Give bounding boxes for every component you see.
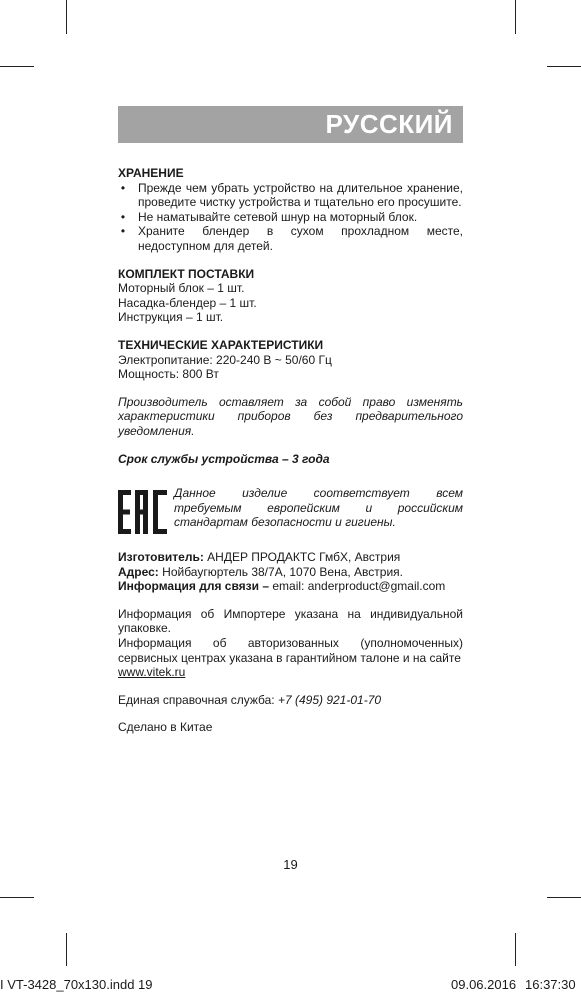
service-life: Срок службы устройства – 3 года [118,451,330,466]
spec-power-supply: Электропитание: 220-240 В ~ 50/60 Гц [118,352,332,367]
website-link[interactable]: www.vitek.ru [118,665,186,680]
storage-list [118,181,463,254]
list-item: • Не наматывайте сетевой шнур на моторный блок. [120,209,418,224]
slug-date: 09.06.2016 [451,977,517,992]
list-item: • Прежде чем убрать устройство на длительное хранение, проведите чистку устройства и тщательно его просушите. [120,180,463,210]
slug-time: 16:37:30 [525,977,576,992]
page-content [118,166,463,735]
crop-mark-bottom-right [515,933,516,966]
helpline-phone: +7 (495) 921-01-70 [277,692,382,707]
specs-heading: ТЕХНИЧЕСКИЕ ХАРАКТЕРИСТИКИ [118,337,324,352]
spec-power: Мощность: 800 Вт [118,367,219,382]
list-item: • Храните блендер в сухом прохладном месте, недоступном для детей. [120,224,463,253]
manufacturer-line: Изготовитель: АНДЕР ПРОДАКТС ГмбХ, Австрия [118,550,401,565]
made-in: Сделано в Китае [118,720,213,735]
package-heading: КОМПЛЕКТ ПОСТАВКИ [118,266,255,281]
crop-mark-top-left [66,0,67,34]
service-centers-info: Информация об авторизованных (уполномоченных) сервисных центрах указана в гарантийном талоне и на сайте [118,636,463,665]
eac-mark-icon [118,490,168,534]
package-item: Моторный блок – 1 шт. [118,281,245,296]
crop-mark-top-right [515,0,516,34]
crop-mark-left-top [0,66,34,67]
importer-info: Информация об Импортере указана на индивидуальной упаковке. [118,606,463,636]
page-number: 19 [283,857,298,872]
helpline-line: Единая справочная служба: +7 (495) 921-01-70 [118,692,382,707]
crop-mark-bottom-left [66,933,67,966]
crop-mark-right-top [547,66,581,67]
website-line [118,665,463,680]
package-item: Насадка-блендер – 1 шт. [118,295,257,310]
contact-line: Информация для связи – email: anderproduct@gmail.com [118,579,446,594]
storage-heading: ХРАНЕНИЕ [118,166,184,180]
disclaimer: Производитель оставляет за собой право изменять характеристики приборов без предварительного уведомления. [118,394,463,438]
crop-mark-left-bottom [0,897,34,898]
package-item: Инструкция – 1 шт. [118,310,224,325]
crop-mark-right-bottom [547,897,581,898]
language-banner: РУССКИЙ [118,106,463,143]
slug-file: I VT-3428_70x130.indd 19 [0,977,153,992]
eac-statement: Данное изделие соответствует всем требуемым европейским и российским стандартам безопасности и гигиены. [174,486,463,530]
address-line: Адрес: Нойбаугюртель 38/7А, 1070 Вена, Австрия. [118,564,403,579]
eac-block [118,486,463,534]
